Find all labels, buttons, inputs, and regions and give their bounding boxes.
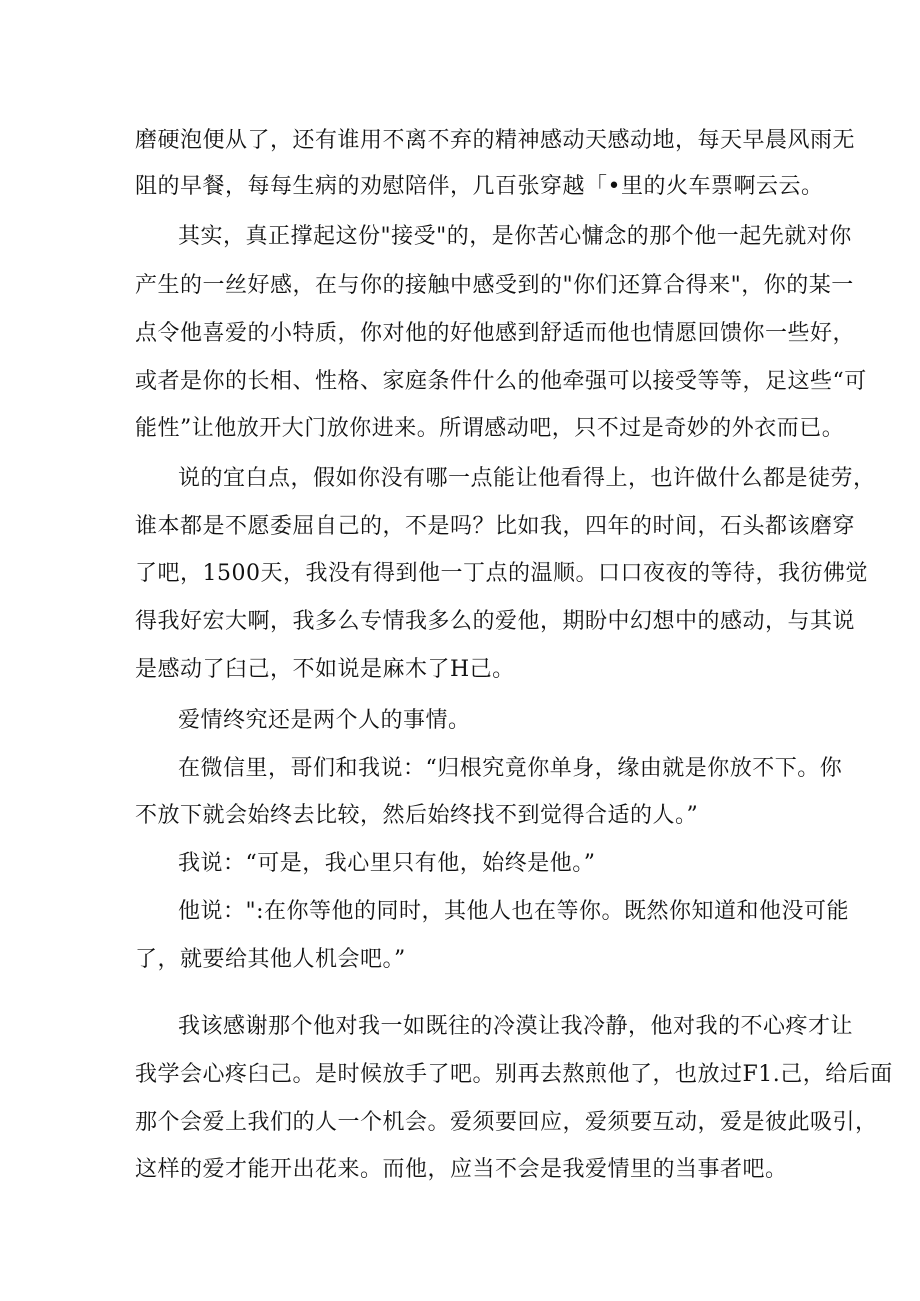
- text-line: 了吧，1500天，我没有得到他一丁点的温顺。口口夜夜的等待，我彷佛觉: [135, 561, 868, 586]
- text-line: 是感动了臼己，不如说是麻木了H己。: [135, 657, 515, 682]
- text-line: 我该感谢那个他对我一如既往的冷漠让我冷静，他对我的不心疼才让: [178, 1014, 854, 1039]
- text-line: 能性”让他放开大门放你进来。所谓感动吧，只不过是奇妙的外衣而已。: [135, 416, 845, 441]
- text-line: 或者是你的长相、性格、家庭条件什么的他牵强可以接受等等，足这些“可: [135, 369, 867, 394]
- text-line: 点令他喜爱的小特质，你对他的好他感到舒适而他也情愿回馈你一些好，: [135, 321, 856, 346]
- text-line: 他说：":在你等他的同时，其他人也在等你。既然你知道和他没可能: [178, 899, 850, 924]
- text-line: 产生的一丝好感，在与你的接触中感受到的"你们还算合得来"，你的某一: [135, 273, 854, 298]
- text-line: 那个会爱上我们的人一个机会。爱须要回应，爱须要互动，爱是彼此吸引，: [135, 1110, 878, 1135]
- text-line: 谁本都是不愿委屈自己的，不是吗？比如我，四年的时间，石头都该磨穿: [135, 514, 856, 539]
- text-line: 我说：“可是，我心里只有他，始终是他。”: [178, 851, 596, 876]
- text-line: 说的宜白点，假如你没有哪一点能让他看得上，也许做什么都是徒劳，: [178, 466, 876, 491]
- text-line: 阻的早餐，每每生病的劝慰陪伴，几百张穿越「•里的火车票啊云云。: [135, 174, 824, 199]
- text-line: 不放下就会始终去比较，然后始终找不到觉得合适的人。”: [135, 803, 699, 828]
- text-line: 磨硬泡便从了，还有谁用不离不弃的精神感动天感动地，每天早晨风雨无: [135, 128, 856, 153]
- text-line: 在微信里，哥们和我说：“归根究竟你单身，缘由就是你放不下。你: [178, 756, 843, 781]
- text-line: 了，就要给其他人机会吧。”: [135, 947, 406, 972]
- text-line: 这样的爱才能开出花来。而他，应当不会是我爱情里的当事者吧。: [135, 1157, 788, 1182]
- text-line: 我学会心疼臼己。是时候放手了吧。别再去熬煎他了，也放过F1.己，给后面: [135, 1062, 893, 1087]
- text-line: 得我好宏大啊，我多么专情我多么的爱他，期盼中幻想中的感动，与其说: [135, 609, 856, 634]
- text-line: 爱情终究还是两个人的事情。: [178, 708, 471, 733]
- text-line: 其实，真正撑起这份"接受"的，是你苦心慵念的那个他一起先就对你: [178, 224, 852, 249]
